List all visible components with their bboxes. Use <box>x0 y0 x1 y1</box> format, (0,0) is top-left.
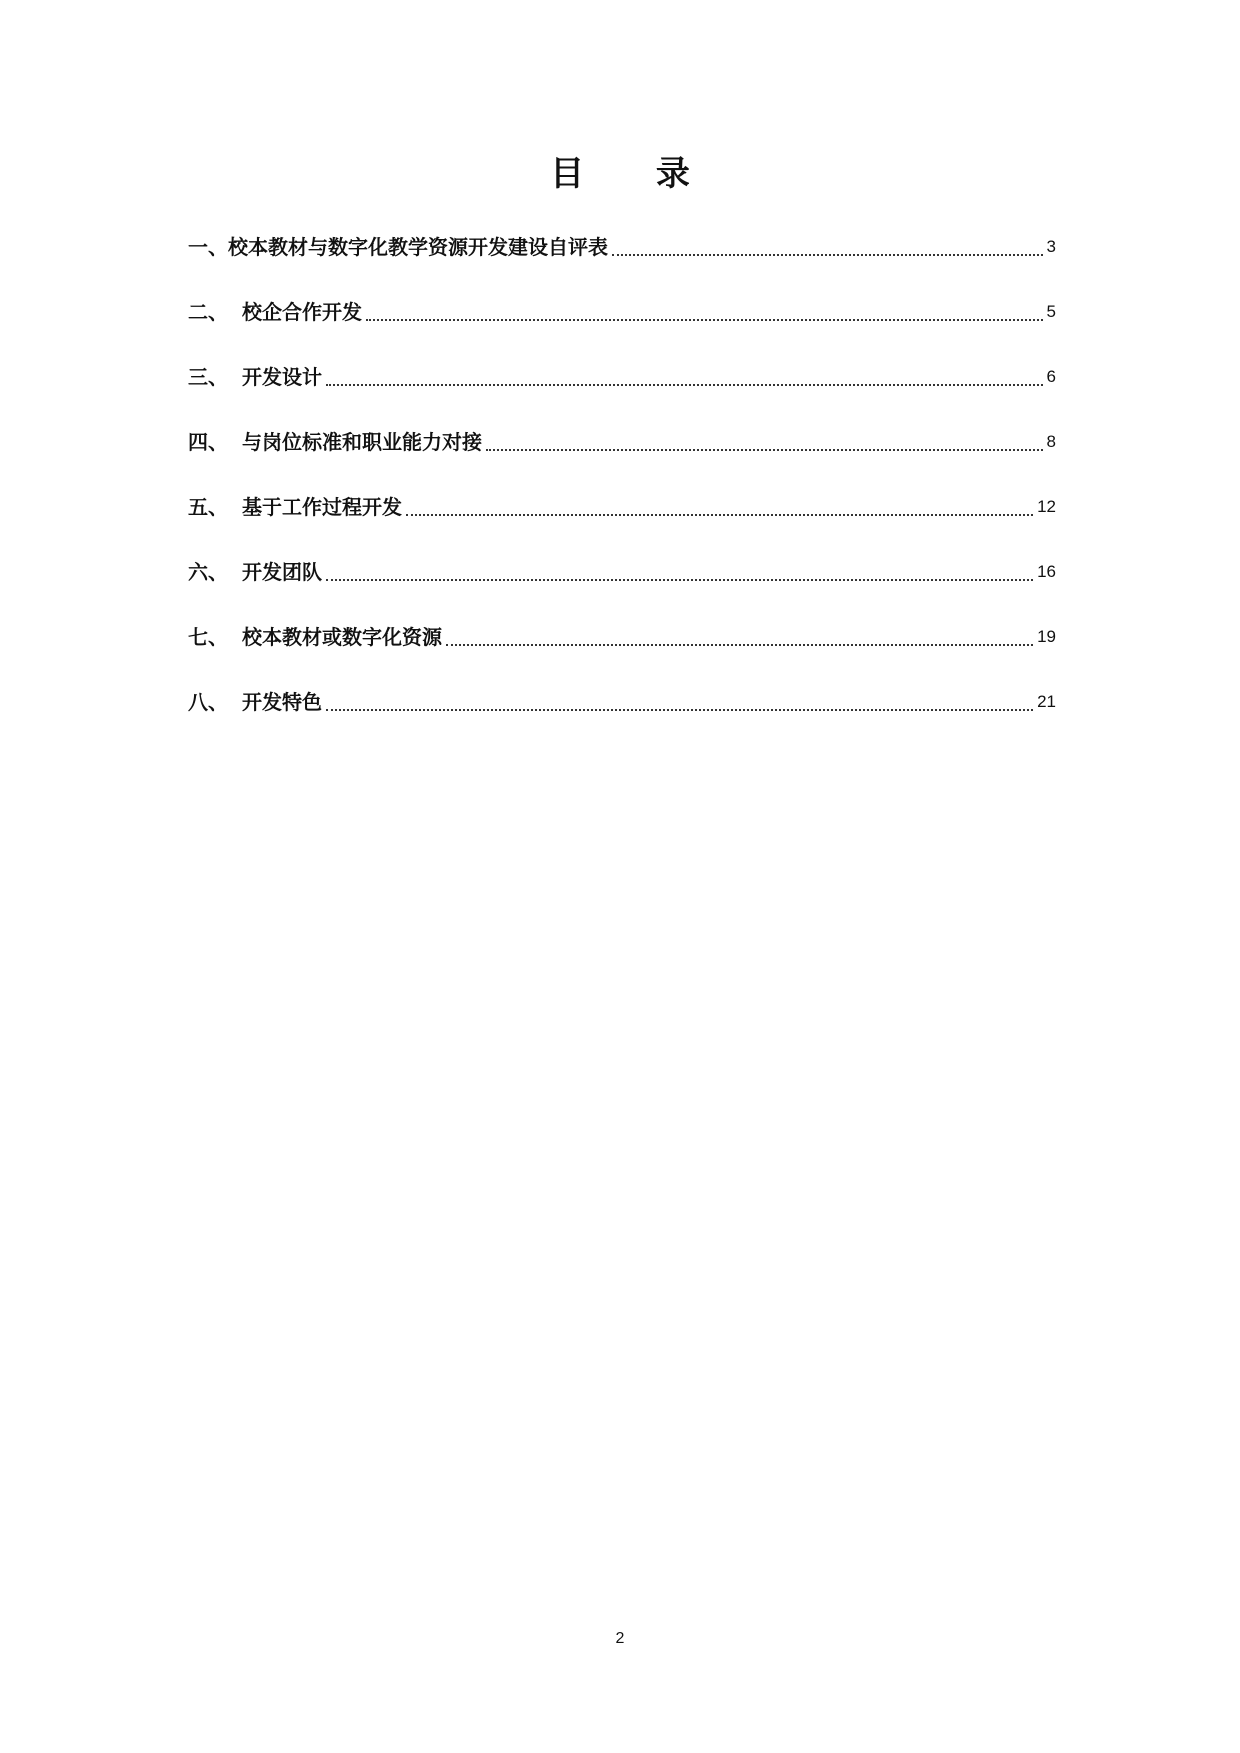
toc-entry-title: 校本教材与数字化教学资源开发建设自评表 <box>228 235 608 259</box>
toc-entry-1[interactable] <box>188 227 1056 267</box>
toc-entry-title: 与岗位标准和职业能力对接 <box>242 430 482 454</box>
toc-dot-leader <box>406 514 1033 516</box>
toc-dot-leader <box>366 319 1043 321</box>
toc-dot-leader <box>612 254 1043 256</box>
toc-entry-page: 6 <box>1046 367 1056 386</box>
toc-entry-title: 开发团队 <box>242 560 322 584</box>
toc-entry-title: 校企合作开发 <box>242 300 362 324</box>
toc-entry-page: 3 <box>1046 237 1056 256</box>
toc-entry-page: 5 <box>1046 302 1056 321</box>
toc-dot-leader <box>446 644 1033 646</box>
toc-entry-number: 四、 <box>188 430 228 454</box>
toc-entry-3[interactable] <box>188 332 1056 397</box>
toc-entry-8[interactable] <box>188 657 1056 722</box>
toc-dot-leader <box>326 709 1033 711</box>
toc-entry-title: 开发设计 <box>242 365 322 389</box>
toc-entry-number: 五、 <box>188 495 228 519</box>
toc-entry-title: 校本教材或数字化资源 <box>242 625 442 649</box>
toc-entry-5[interactable] <box>188 462 1056 527</box>
toc-entry-page: 8 <box>1046 432 1056 451</box>
toc-dot-leader <box>486 449 1043 451</box>
toc-entry-4[interactable] <box>188 397 1056 462</box>
toc-entry-6[interactable] <box>188 527 1056 592</box>
toc-entry-number: 八、 <box>188 690 228 714</box>
toc-entry-page: 19 <box>1037 627 1056 646</box>
toc-entry-number: 三、 <box>188 365 228 389</box>
toc-entry-title: 基于工作过程开发 <box>242 495 402 519</box>
toc-entry-number: 一、 <box>188 235 228 259</box>
table-of-contents <box>188 227 1056 722</box>
page-number: 2 <box>615 1630 625 1647</box>
toc-entry-7[interactable] <box>188 592 1056 657</box>
toc-entry-page: 21 <box>1037 692 1056 711</box>
toc-entry-2[interactable] <box>188 267 1056 332</box>
toc-entry-number: 六、 <box>188 560 228 584</box>
page-title: 目 录 <box>550 154 720 194</box>
toc-entry-page: 16 <box>1037 562 1056 581</box>
toc-dot-leader <box>326 384 1043 386</box>
toc-entry-number: 七、 <box>188 625 228 649</box>
toc-entry-number: 二、 <box>188 300 228 324</box>
toc-entry-page: 12 <box>1037 497 1056 516</box>
toc-dot-leader <box>326 579 1033 581</box>
toc-entry-title: 开发特色 <box>242 690 322 714</box>
